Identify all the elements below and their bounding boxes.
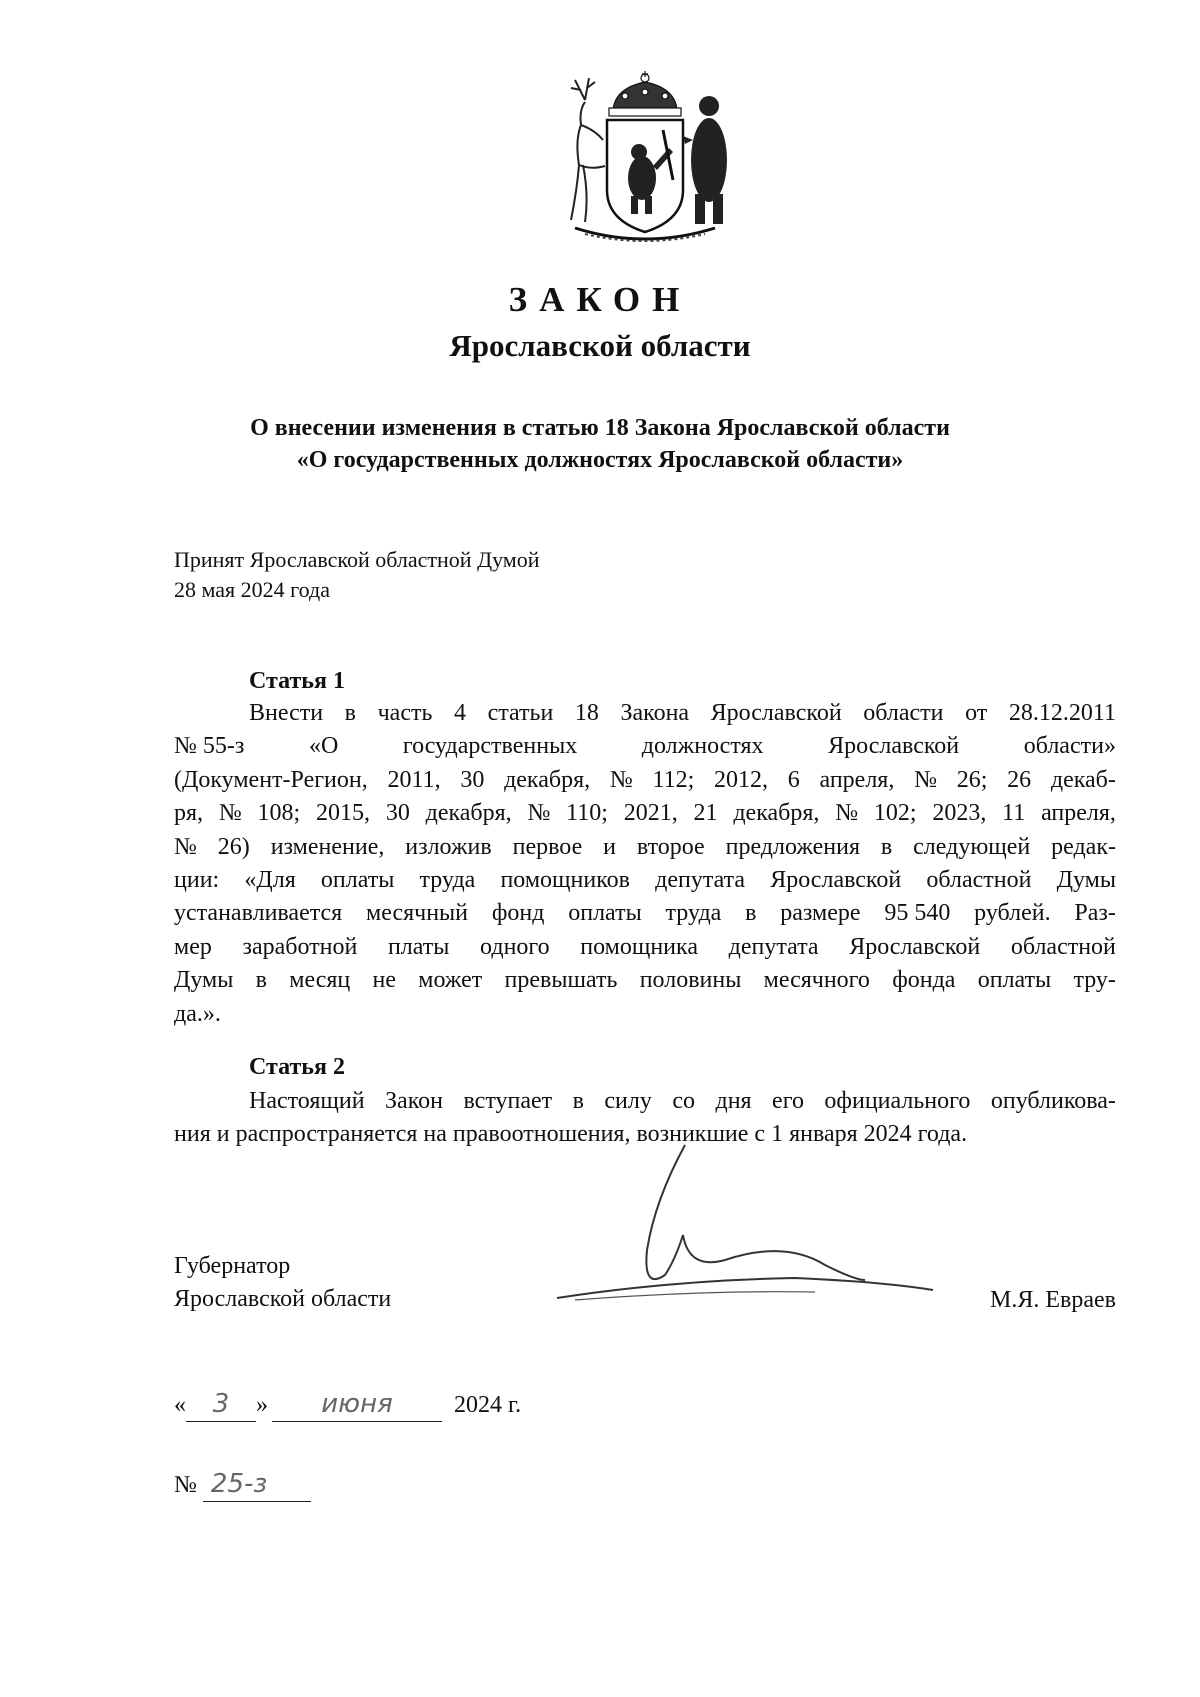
word: Закона — [620, 700, 690, 726]
word: второе — [636, 833, 705, 860]
article-1-text — [174, 697, 1116, 1031]
word: № — [527, 800, 551, 827]
word: «Для — [244, 867, 296, 894]
word: дня — [715, 1088, 752, 1114]
word: вступает — [463, 1088, 553, 1114]
number-value: 25-з — [203, 1467, 311, 1502]
word: месячный — [366, 900, 469, 927]
adoption-body: Принят Ярославской областной Думой — [174, 547, 540, 572]
word: оплаты — [320, 867, 395, 894]
word: № — [218, 800, 242, 827]
word: официального — [824, 1088, 971, 1114]
word: тру- — [1073, 967, 1116, 994]
word: в — [344, 700, 357, 726]
word: со — [672, 1088, 696, 1114]
number-label: № — [174, 1472, 197, 1498]
word: должностях — [641, 733, 764, 760]
word: заработной — [242, 933, 358, 960]
date-close-quote: » — [256, 1392, 268, 1418]
word: Ярославской — [710, 700, 842, 726]
word: да.». — [174, 1000, 221, 1027]
word: областной — [926, 867, 1032, 894]
text-line — [174, 1085, 1116, 1118]
word: может — [418, 967, 483, 994]
signer-position — [174, 1250, 391, 1316]
word: 11 — [1002, 800, 1026, 827]
word: областной — [1010, 933, 1116, 960]
text-line — [174, 797, 1116, 830]
word: 2023, — [932, 800, 987, 827]
region-title: Ярославской области — [449, 328, 751, 363]
word: оплаты — [568, 900, 642, 927]
word: статьи — [487, 700, 554, 726]
word: 2015, — [316, 800, 371, 827]
word: устанавливается — [174, 900, 343, 927]
word: опубликова- — [990, 1088, 1116, 1114]
text-line — [174, 764, 1116, 797]
word: 30 — [385, 800, 410, 827]
word: 18 — [574, 700, 599, 726]
word: декаб- — [1050, 766, 1116, 793]
word: «О — [308, 733, 339, 760]
word: помощников — [500, 867, 630, 894]
text-line — [174, 864, 1116, 897]
word: 30 — [460, 766, 485, 793]
word: 108; — [257, 800, 301, 827]
word: его — [772, 1088, 804, 1114]
word: месячного — [763, 967, 870, 994]
word: 102; — [873, 800, 917, 827]
word: Ярославской — [770, 867, 902, 894]
document-type-title: ЗАКОН — [508, 280, 692, 319]
date-year: 2024 г. — [454, 1392, 522, 1418]
word: 6 — [787, 766, 800, 793]
adoption-date: 28 мая 2024 года — [174, 577, 330, 602]
word: Закон — [385, 1088, 443, 1114]
word: платы — [387, 933, 450, 960]
handwritten-signature — [555, 1140, 935, 1340]
word: предложения — [725, 833, 861, 860]
word: 28.12.2011 — [1008, 700, 1116, 726]
word: 21 — [693, 800, 718, 827]
word: изложив — [405, 833, 492, 860]
word: в — [745, 900, 757, 927]
word: ния и распространяется на правоотношения, возникшие с 1 января 2024 года. — [174, 1121, 968, 1148]
word: одного — [480, 933, 550, 960]
word: ря, — [174, 800, 204, 827]
word: 2011, — [387, 766, 441, 793]
word: редак- — [1051, 833, 1116, 860]
word: и — [603, 833, 616, 860]
signer-title: Губернатор — [174, 1253, 291, 1279]
word: № — [835, 800, 859, 827]
text-line — [174, 897, 1116, 930]
word: Ярославской — [828, 733, 960, 760]
word: области — [863, 700, 944, 726]
subject-line: О внесении изменения в статью 18 Закона Ярославской области — [250, 415, 950, 441]
word: Настоящий — [249, 1088, 365, 1114]
signer-name: М.Я. Евраев — [990, 1287, 1116, 1313]
word: 2021, — [623, 800, 678, 827]
word: Внести — [249, 700, 324, 726]
word: труда — [419, 867, 476, 894]
word: половины — [639, 967, 742, 994]
word: месяц — [289, 967, 351, 994]
word: 4 — [453, 700, 466, 726]
word: № — [609, 766, 633, 793]
word: депутата — [728, 933, 819, 960]
law-number — [174, 1465, 311, 1505]
word: апреля, — [819, 766, 895, 793]
word: (Документ-Регион, — [174, 766, 368, 793]
word: Раз- — [1074, 900, 1116, 927]
coat-of-arms-icon — [545, 70, 745, 250]
word: депутата — [655, 867, 746, 894]
word: декабря, — [733, 800, 820, 827]
word: часть — [377, 700, 433, 726]
word: первое — [512, 833, 583, 860]
word: в — [572, 1088, 584, 1114]
word: не — [372, 967, 396, 994]
date-month: июня — [272, 1387, 442, 1422]
word: 26) — [217, 833, 250, 860]
date-day: 3 — [186, 1387, 256, 1422]
word: 2012, — [714, 766, 769, 793]
date-open-quote: « — [174, 1392, 186, 1418]
word: декабря, — [504, 766, 591, 793]
word: 95 540 — [884, 900, 951, 927]
word: в — [255, 967, 267, 994]
word: превышать — [504, 967, 618, 994]
word: фонда — [892, 967, 956, 994]
text-line — [174, 964, 1116, 997]
word: оплаты — [977, 967, 1052, 994]
word: изменение, — [270, 833, 385, 860]
word: декабря, — [425, 800, 512, 827]
signing-date — [174, 1385, 521, 1425]
word: фонд — [491, 900, 545, 927]
text-line — [174, 831, 1116, 864]
article-1-heading: Статья 1 — [249, 668, 345, 694]
word: в — [880, 833, 893, 860]
law-subject — [0, 412, 1200, 476]
word: силу — [604, 1088, 652, 1114]
word: ции: — [174, 867, 220, 894]
article-2-heading: Статья 2 — [249, 1054, 345, 1080]
word: помощника — [580, 933, 698, 960]
word: труда — [665, 900, 722, 927]
adoption-info — [174, 545, 540, 605]
word: Думы — [174, 967, 234, 994]
word: 26 — [1007, 766, 1032, 793]
word: Думы — [1056, 867, 1116, 894]
text-line — [174, 730, 1116, 763]
word: 112; — [652, 766, 695, 793]
word: № — [174, 833, 197, 860]
word: государственных — [402, 733, 578, 760]
text-line — [174, 697, 1116, 730]
signer-region: Ярославской области — [174, 1286, 392, 1312]
word: 26; — [956, 766, 988, 793]
text-line — [174, 931, 1116, 964]
word: апреля, — [1041, 800, 1116, 827]
word: размере — [780, 900, 861, 927]
word: области» — [1023, 733, 1116, 760]
word: Ярославской — [849, 933, 981, 960]
text-line — [174, 998, 1116, 1031]
word: 110; — [566, 800, 608, 827]
word: следующей — [913, 833, 1031, 860]
word: № — [914, 766, 937, 793]
word: № 55-з — [174, 733, 245, 760]
word: рублей. — [974, 900, 1051, 927]
word: мер — [174, 933, 212, 960]
subject-line: «О государственных должностях Ярославской области» — [296, 447, 904, 473]
word: от — [965, 700, 988, 726]
